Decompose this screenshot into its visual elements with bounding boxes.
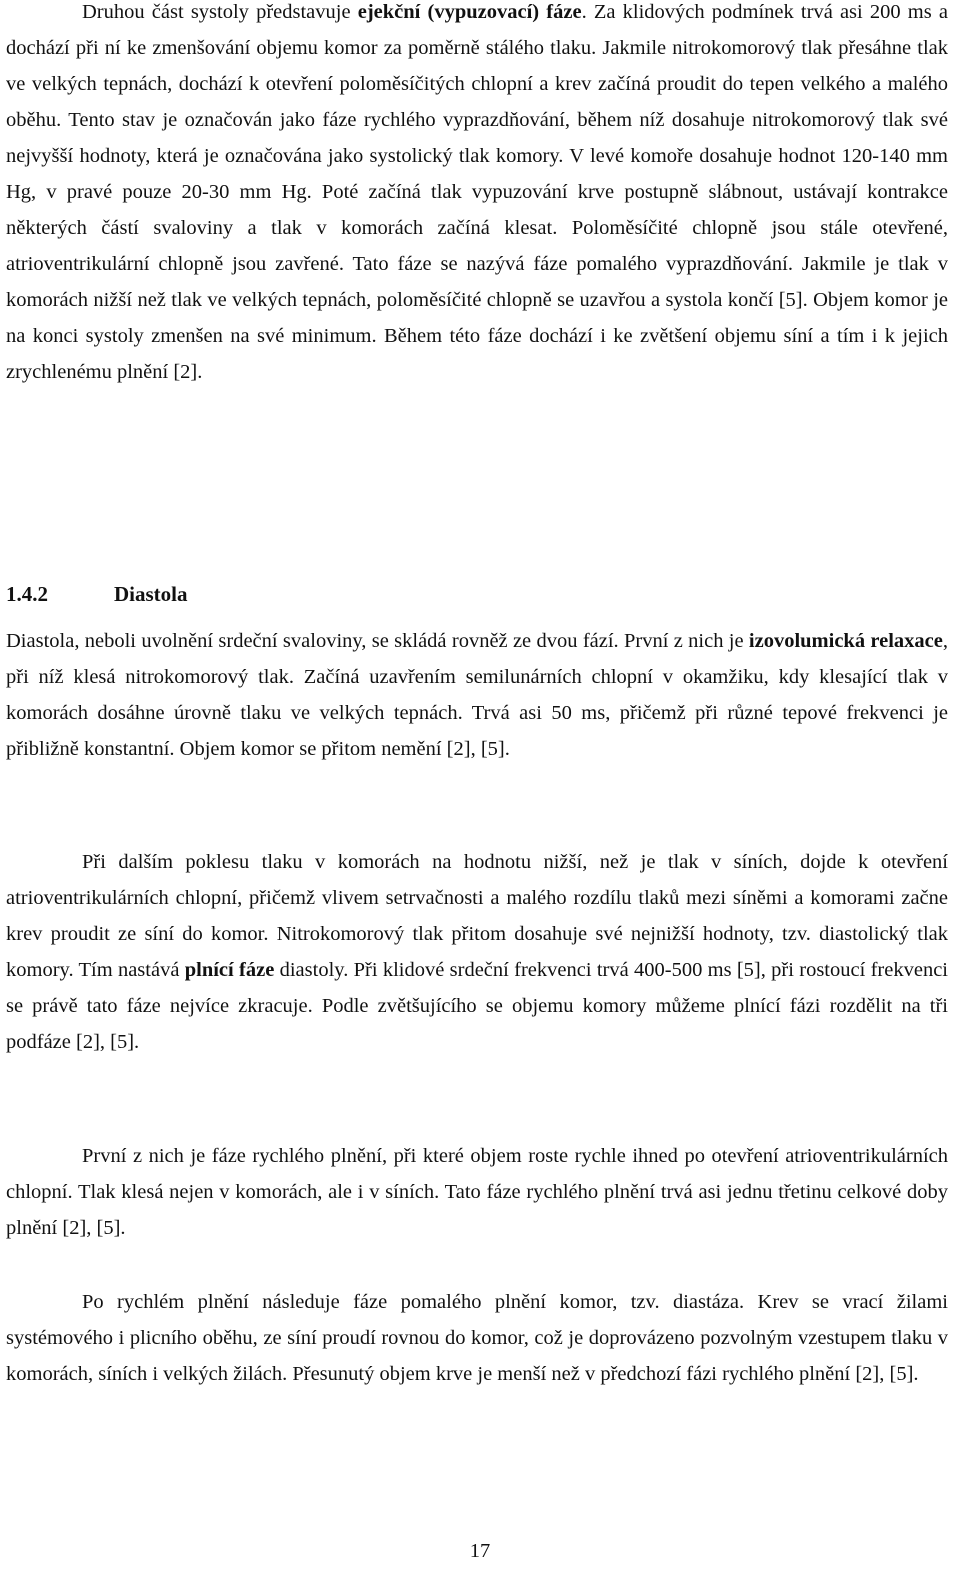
section-title: Diastola xyxy=(114,582,188,606)
paragraph-text: Druhou část systoly představuje xyxy=(82,1,358,23)
paragraph-ejection-phase xyxy=(6,0,948,390)
paragraph-filling-phase xyxy=(6,844,948,1060)
section-heading xyxy=(6,579,188,609)
paragraph-text: Diastola, neboli uvolnění srdeční svaloviny, se skládá rovněž ze dvou fází. První z nich je xyxy=(6,630,749,652)
paragraph-text: . Za klidových podmínek trvá asi 200 ms a dochází při ní ke zmenšování objemu komor za poměrně stálého tlaku. Jakmile nitrokomorový tlak přesáhne tlak ve velkých tepnách, dochází k otevření poloměsíčitých chlopní a krev začíná proudit do tepen velkého a malého oběhu. Tento stav je označován jako fáze rychlého vyprazdňování, během níž dosahuje nitrokomorový tlak své nejvyšší hodnoty, která je označována jako systolický tlak komory. V levé komoře dosahuje hodnot 120-140 mm Hg, v pravé pouze 20-30 mm Hg. Poté začíná tlak vypuzování krve postupně slábnout, ustávají kontrakce některých částí svaloviny a tlak v komorách začíná klesat. Poloměsíčité chlopně jsou stále otevřené, atrioventrikulární chlopně jsou zavřené. Tato fáze se nazývá fáze pomalého vyprazdňování. Jakmile je tlak v komorách nižší než tlak ve velkých tepnách, poloměsíčité chlopně se uzavřou a systola končí [5]. Objem komor je na konci systoly zmenšen na své minimum. Během této fáze dochází i ke zvětšení objemu síní a tím i k jejich zrychlenému plnění [2]. xyxy=(6,1,948,383)
paragraph-rapid-filling: První z nich je fáze rychlého plnění, při které objem roste rychle ihned po otevření atrioventrikulárních chlopní. Tlak klesá nejen v komorách, ale i v síních. Tato fáze rychlého plnění trvá asi jednu třetinu celkové doby plnění [2], [5]. xyxy=(6,1145,948,1239)
page-number: 17 xyxy=(469,1540,491,1562)
paragraph-diastasis: Po rychlém plnění následuje fáze pomalého plnění komor, tzv. diastáza. Krev se vrací žilami systémového i plicního oběhu, ze síní proudí rovnou do komor, což je doprovázeno pozvolným vzestupem tlaku v komorách, síních i velkých žilách. Přesunutý objem krve je menší než v předchozí fázi rychlého plnění [2], [5]. xyxy=(6,1291,948,1385)
bold-term-ejection-phase: ejekční (vypuzovací) fáze xyxy=(357,1,582,23)
bold-term-filling-phase: plnící fáze xyxy=(184,959,275,981)
paragraph-text: diastoly. Při klidové srdeční frekvenci trvá 400-500 ms [5], při rostoucí frekvenci se právě tato fáze nejvíce zkracuje. Podle zvětšujícího se objemu komory můžeme plnící fázi rozdělit na tři podfáze [2], [5]. xyxy=(6,959,948,1053)
paragraph-diastole-intro xyxy=(6,623,948,767)
paragraph-text: , při níž klesá nitrokomorový tlak. Začíná uzavřením semilunárních chlopní v okamžiku, kdy klesající tlak v komorách dosáhne úrovně tlaku ve velkých tepnách. Trvá asi 50 ms, přičemž při různé tepové frekvenci je přibližně konstantní. Objem komor se přitom nemění [2], [5]. xyxy=(6,630,948,760)
section-number: 1.4.2 xyxy=(6,582,48,606)
bold-term-isovolumic-relaxation: izovolumická relaxace xyxy=(748,630,943,652)
paragraph-text: Při dalším poklesu tlaku v komorách na hodnotu nižší, než je tlak v síních, dojde k otevření atrioventrikulárních chlopní, přičemž vlivem setrvačnosti a malého rozdílu tlaků mezi síněmi a komorami začne krev proudit ze síní do komor. Nitrokomorový tlak přitom dosahuje své nejnižší hodnoty, tzv. diastolický tlak komory. Tím nastává xyxy=(6,851,948,981)
